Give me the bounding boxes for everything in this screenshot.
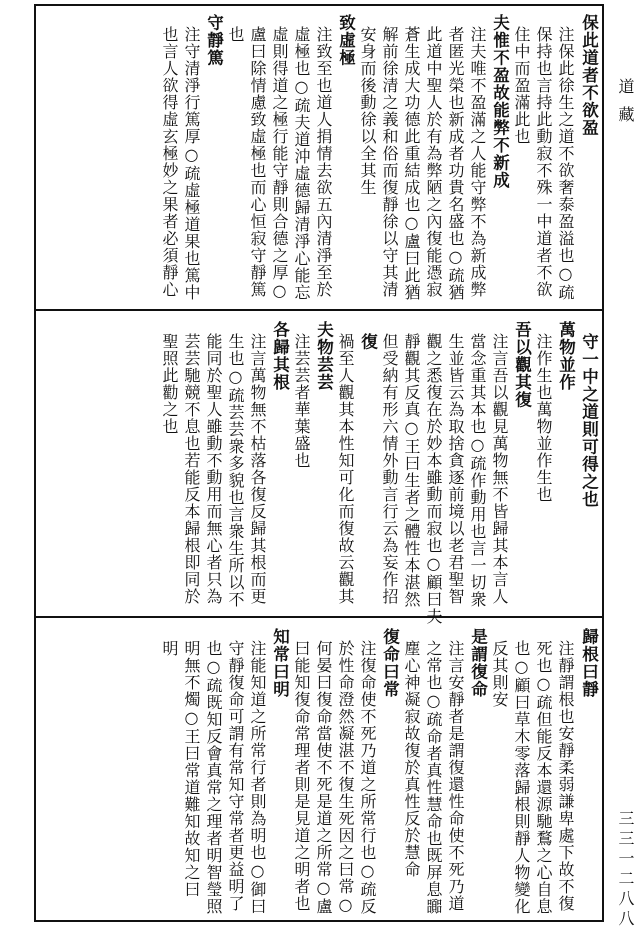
text-column: 也 bbox=[226, 26, 245, 43]
text-column: 也○疏既知反會真常之理者明智瑩照 bbox=[204, 640, 223, 915]
text-column: 注保此徐生之道不欲奢泰盈溢也○疏 bbox=[556, 26, 575, 301]
text-column: 之常也○疏命者真性慧命也既屏息嚻 bbox=[424, 640, 443, 915]
text-column: 反其則安 bbox=[490, 640, 509, 708]
text-column: 注夫唯不盈滿之人能守弊不為新成弊 bbox=[468, 26, 487, 298]
text-column: 保此道者不欲盈 bbox=[579, 14, 599, 137]
text-column: 觀之悉復在於妙本雖動而寂也○顧曰夫 bbox=[424, 333, 443, 625]
text-column: 者匿光榮也新成者功貴名盛也○疏猶 bbox=[446, 26, 465, 301]
text-column: 是謂復命 bbox=[468, 628, 488, 698]
text-column: 注言安靜者是謂復還性命使不死乃道 bbox=[446, 640, 465, 912]
text-panel-3 bbox=[34, 616, 604, 922]
text-column: 但受納有形六情外動言行云為妄作招 bbox=[380, 333, 399, 605]
text-column: 守靜篤 bbox=[204, 14, 224, 67]
text-column: 注言吾以觀見萬物無不皆歸其本言人 bbox=[490, 333, 509, 605]
text-column: 也○顧曰草木零落歸根則靜人物變化 bbox=[512, 640, 531, 915]
text-column: 虛極也○疏夫道沖虛德歸清淨心能忘 bbox=[292, 26, 311, 301]
text-column: 也言人欲得虛玄極妙之果者必須靜心 bbox=[160, 26, 179, 298]
text-column: 注守清淨行篤厚○疏虛極道果也篤中 bbox=[182, 26, 201, 301]
text-column: 生並皆云為取捨貪逐前境以老君聖智 bbox=[446, 333, 465, 605]
text-column: 當念重其本也○疏作動用也言一切衆 bbox=[468, 333, 487, 608]
text-column: 生也○疏芸芸衆多貌也言衆生所以不 bbox=[226, 333, 245, 608]
text-column: 知常曰明 bbox=[270, 628, 290, 698]
text-column: 夫惟不盈故能弊不新成 bbox=[490, 14, 510, 189]
text-column: 此道中聖人於有為弊陋之內復能憑寂 bbox=[424, 26, 443, 298]
margin-folio: 三三一二八八 bbox=[616, 810, 635, 930]
text-column: 各歸其根 bbox=[270, 321, 290, 391]
text-column: 注復命使不死乃道之所常行也○疏反 bbox=[358, 640, 377, 915]
text-column: 於性命澄然凝湛不復生死因之曰常○ bbox=[336, 640, 355, 915]
text-column: 致虛極 bbox=[336, 14, 356, 67]
text-column: 注致至也道人捐情去欲五內清淨至於 bbox=[314, 26, 333, 298]
text-column: 芸芸馳競不息也若能反本歸根即同於 bbox=[182, 333, 201, 605]
margin-title: 道藏 bbox=[616, 78, 635, 134]
text-column: 靜觀其反真○王曰生者之體性本湛然 bbox=[402, 333, 421, 608]
text-column: 塵心神凝寂故復於真性反於慧命 bbox=[402, 640, 421, 878]
text-column: 蒼生成大功德此重結成也○盧曰此猶 bbox=[402, 26, 421, 301]
text-column: 注靜謂根也安靜柔弱謙卑處下故不復 bbox=[556, 640, 575, 912]
text-column: 解前徐清之義和俗而復靜徐以守其清 bbox=[380, 26, 399, 298]
text-column: 聖照此勸之也 bbox=[160, 333, 179, 435]
text-panel-2 bbox=[34, 309, 604, 625]
text-column: 曰能知復命常理者則是見道之明者也 bbox=[292, 640, 311, 912]
text-column: 復 bbox=[358, 333, 378, 351]
text-column: 注作生也萬物並作生也 bbox=[534, 333, 553, 503]
text-column: 注能知道之所常行者則為明也○御曰 bbox=[248, 640, 267, 915]
text-column: 萬物並作 bbox=[556, 321, 576, 391]
text-column: 禍至人觀其本性知可化而復故云觀其 bbox=[336, 333, 355, 605]
text-column: 保持也言持此動寂不殊一中道者不欲 bbox=[534, 26, 553, 298]
text-column: 虛則得道之極行能守靜則合德之厚○ bbox=[270, 26, 289, 301]
text-column: 死也○疏但能反本還源馳鶩之心自息 bbox=[534, 640, 553, 915]
text-column: 明無不燭○王曰常道難知故知之曰 bbox=[182, 640, 201, 898]
text-column: 夫物芸芸 bbox=[314, 321, 334, 391]
text-panel-1 bbox=[34, 4, 604, 309]
text-column: 明 bbox=[160, 640, 179, 657]
text-column: 守靜復命可謂有常知守常者更益明了 bbox=[226, 640, 245, 912]
text-column: 歸根曰靜 bbox=[579, 628, 599, 698]
text-column: 吾以觀其復 bbox=[512, 321, 532, 409]
text-column: 注言萬物無不枯落各復反歸其根而更 bbox=[248, 333, 267, 605]
text-column: 守一中之道則可得之也 bbox=[579, 333, 599, 508]
text-column: 注芸芸者華葉盛也 bbox=[292, 333, 311, 469]
text-column: 復命曰常 bbox=[380, 628, 400, 698]
text-column: 安身而後動徐以全其生 bbox=[358, 26, 377, 196]
text-column: 何晏曰復命當使不死是道之所常○盧 bbox=[314, 640, 333, 915]
text-column: 能同於聖人雖動不動用而無心者只為 bbox=[204, 333, 223, 605]
text-column: 盧曰除情慮致虛極也而心恒寂守靜篤 bbox=[248, 26, 267, 298]
text-column: 住中而盈滿此也 bbox=[512, 26, 531, 145]
